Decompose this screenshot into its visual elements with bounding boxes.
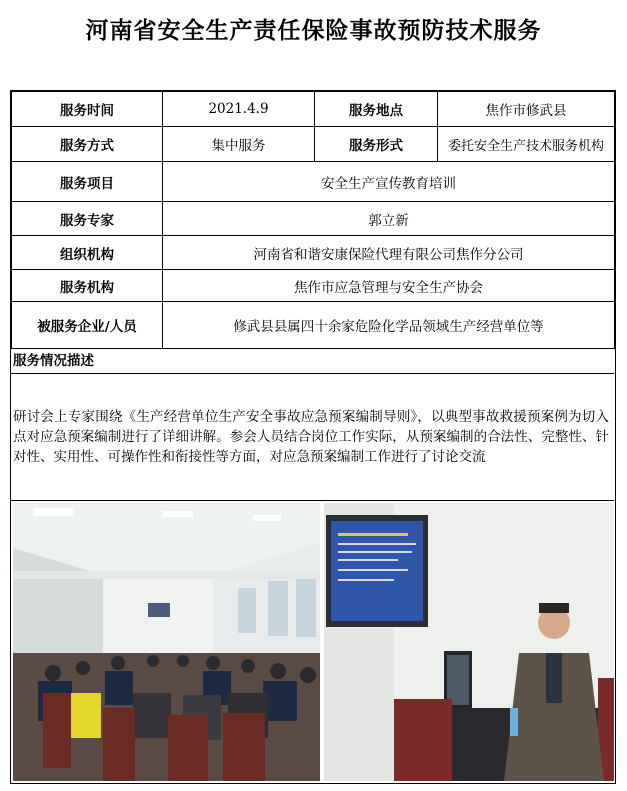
service-expert-label: 服务专家	[12, 202, 163, 236]
speaker-image	[324, 503, 614, 781]
divider	[11, 500, 614, 501]
description-heading: 服务情况描述	[11, 348, 614, 374]
table-row	[12, 302, 615, 349]
service-expert-value: 郭立新	[163, 202, 615, 236]
table-row	[12, 162, 615, 202]
service-method-value: 集中服务	[163, 127, 315, 162]
service-agency-value: 焦作市应急管理与安全生产协会	[163, 270, 615, 302]
table-row	[12, 202, 615, 236]
service-project-value: 安全生产宣传教育培训	[163, 162, 615, 202]
served-parties-value: 修武县县属四十余家危险化学品领域生产经营单位等	[163, 302, 615, 349]
speaker-presentation-photo	[324, 503, 614, 781]
table-row	[12, 270, 615, 302]
table-row	[12, 127, 615, 162]
service-form-label: 服务形式	[315, 127, 438, 162]
service-place-value: 焦作市修武县	[438, 92, 615, 127]
service-place-label: 服务地点	[315, 92, 438, 127]
service-record-sheet	[10, 90, 616, 784]
meeting-room-audience-photo	[13, 503, 320, 781]
service-info-table	[11, 91, 615, 349]
service-time-label: 服务时间	[12, 92, 163, 127]
service-time-value: 2021.4.9	[163, 92, 315, 127]
service-method-label: 服务方式	[12, 127, 163, 162]
service-form-value: 委托安全生产技术服务机构	[438, 127, 615, 162]
description-text: 研讨会上专家围绕《生产经营单位生产安全事故应急预案编制导则》，以典型事故救援预案例为切入点对应急预案编制进行了详细讲解。参会人员结合岗位工作实际，从预案编制的合法性、完整性、针对性、实用性、可操作性和衔接性等方面，对应急预案编制工作进行了讨论交流	[13, 409, 609, 465]
meeting-room-image	[13, 503, 320, 781]
document-title: 河南省安全生产责任保险事故预防技术服务	[85, 17, 542, 44]
organizer-value: 河南省和谐安康保险代理有限公司焦作分公司	[163, 236, 615, 270]
service-agency-label: 服务机构	[12, 270, 163, 302]
served-parties-label: 被服务企业/人员	[12, 302, 163, 349]
table-row	[12, 92, 615, 127]
table-row	[12, 236, 615, 270]
service-project-label: 服务项目	[12, 162, 163, 202]
organizer-label: 组织机构	[12, 236, 163, 270]
